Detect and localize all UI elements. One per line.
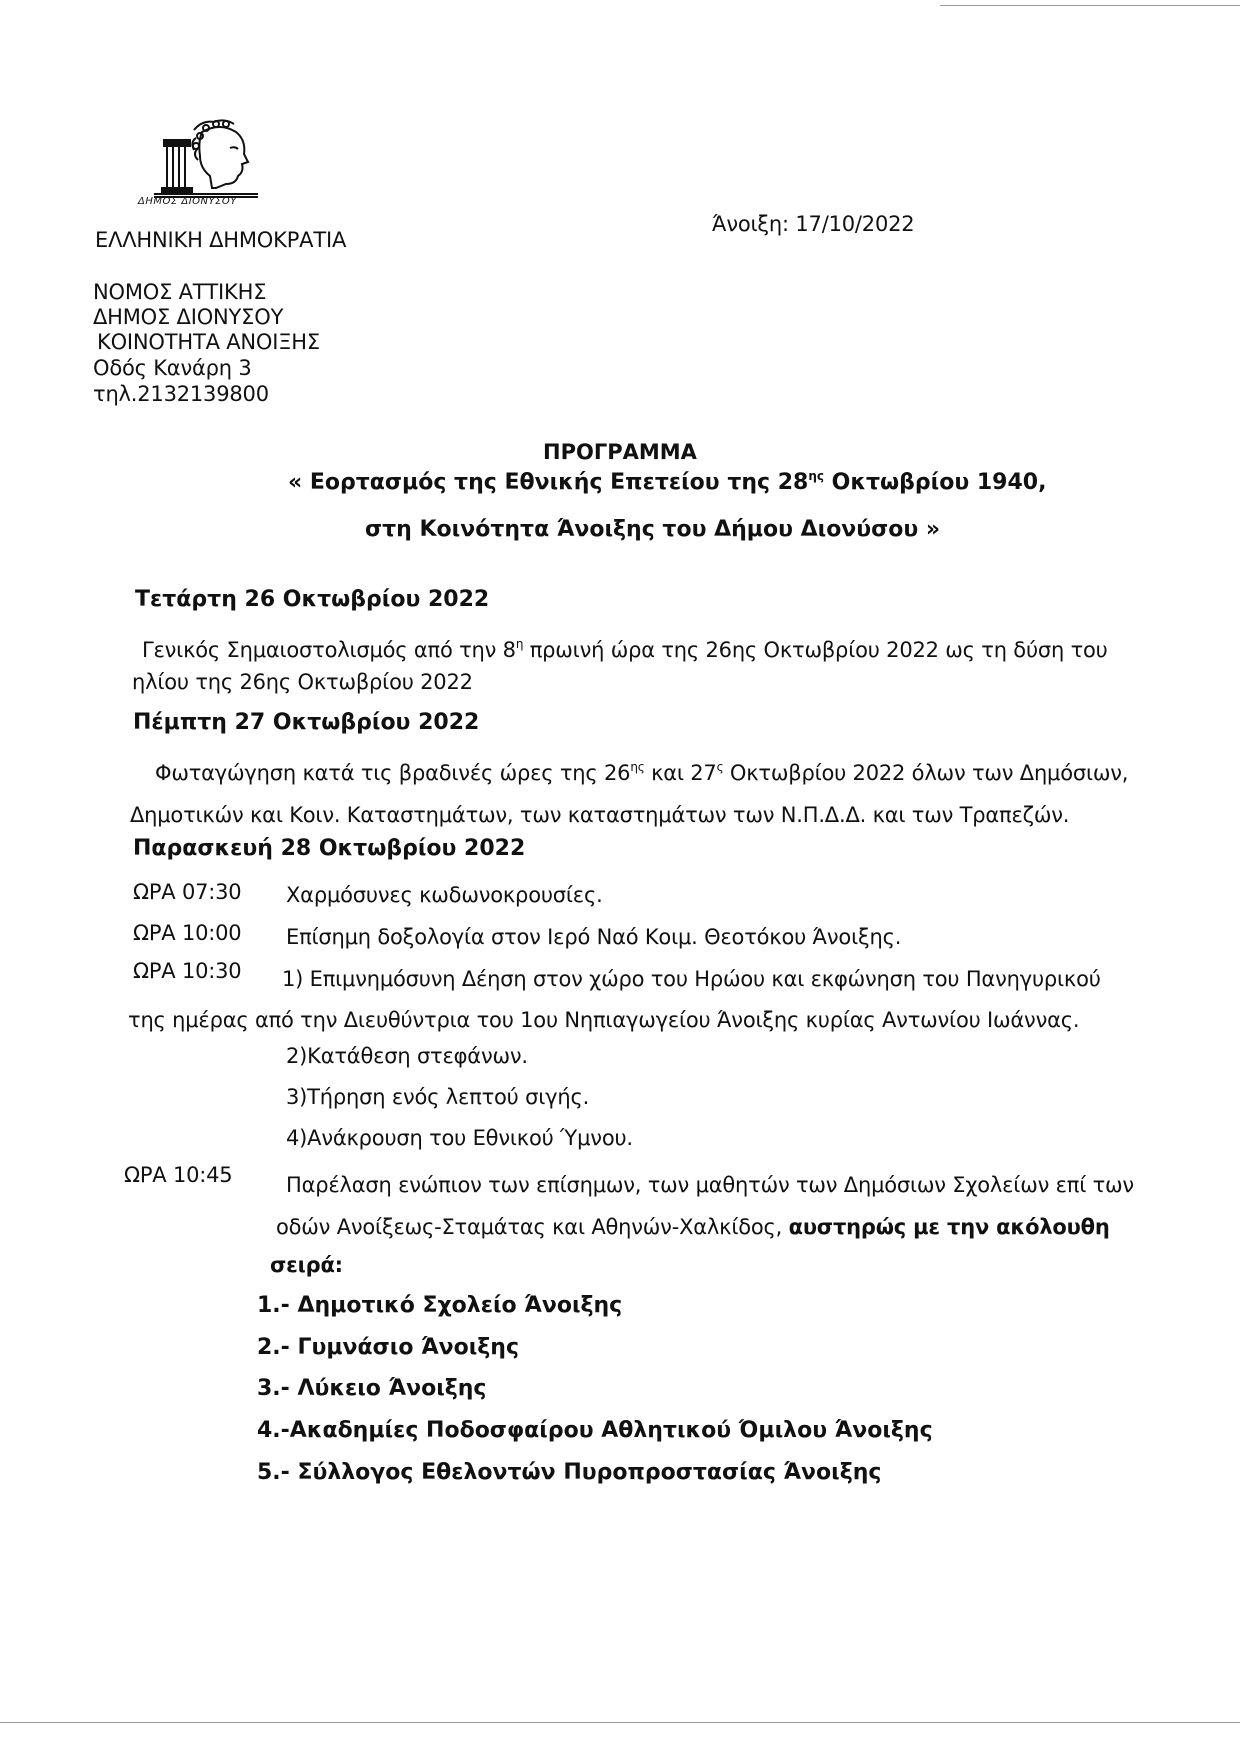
event-parade-line-1: Παρέλαση ενώπιον των επίσημων, των μαθητών των Δημόσιων Σχολείων επί των (286, 1173, 1134, 1197)
day2-line1-sup1: ης (630, 760, 645, 774)
program-heading: ΠΡΟΓΡΑΜΜΑ (543, 440, 697, 464)
program-title-line-2: στη Κοινότητα Άνοιξης του Δήμου Διονύσου » (365, 517, 941, 542)
municipality-logo (138, 118, 262, 210)
parade-order-item: 2.- Γυμνάσιο Άνοιξης (257, 1335, 520, 1360)
event-bells: Χαρμόσυνες κωδωνοκρουσίες. (286, 883, 603, 907)
scan-edge-bottom (0, 1722, 1240, 1723)
prefecture-name: ΝΟΜΟΣ ΑΤΤΙΚΗΣ (93, 280, 267, 304)
day2-paragraph-line-2: Δημοτικών και Κοιν. Καταστημάτων, των καταστημάτων των Ν.Π.Δ.Δ. και των Τραπεζών. (130, 803, 1070, 827)
parade-line-2-normal: οδών Ανοίξεως-Σταμάτας και Αθηνών-Χαλκίδος, (276, 1215, 789, 1239)
title-line-1-post: Οκτωβρίου 1940, (824, 470, 1047, 495)
time-1000: ΩΡΑ 10:00 (133, 921, 242, 945)
parade-line-2-bold: αυστηρώς με την ακόλουθη (788, 1215, 1110, 1239)
day1-paragraph-line-2: ηλίου της 26ης Οκτωβρίου 2022 (132, 670, 473, 694)
event-silence: 3)Τήρηση ενός λεπτού σιγής. (286, 1085, 590, 1109)
title-line-1-sup: ης (808, 469, 824, 483)
community-name: ΚΟΙΝΟΤΗΤΑ ΑΝΟΙΞΗΣ (97, 330, 320, 354)
event-wreaths: 2)Κατάθεση στεφάνων. (286, 1044, 528, 1068)
day1-paragraph-line-1 (142, 638, 1108, 662)
event-memorial-line-1: 1) Επιμνημόσυνη Δέηση στον χώρο του Ηρώου και εκφώνηση του Πανηγυρικού (282, 967, 1101, 991)
day2-line1-a: Φωταγώγηση κατά τις βραδινές ώρες της 26 (155, 761, 631, 785)
title-line-1-pre: « Εορτασμός της Εθνικής Επετείου της 28 (288, 470, 809, 495)
day2-heading: Πέμπτη 27 Οκτωβρίου 2022 (133, 710, 480, 735)
program-title-line-1 (288, 470, 1046, 495)
time-1030: ΩΡΑ 10:30 (133, 959, 242, 983)
parade-order-item: 5.- Σύλλογος Εθελοντών Πυροπροστασίας Άνοιξης (257, 1460, 882, 1485)
scan-edge-top (940, 5, 1240, 6)
day3-heading: Παρασκευή 28 Οκτωβρίου 2022 (133, 836, 526, 861)
logo-caption: ΔΗΜΟΣ ΔΙΟΝΥΣΟΥ (138, 196, 237, 207)
time-1045: ΩΡΑ 10:45 (124, 1163, 233, 1187)
day1-line1-pre: Γενικός Σημαιοστολισμός από την 8 (142, 638, 516, 662)
event-memorial-line-2: της ημέρας από την Διευθύντρια του 1ου Νηπιαγωγείου Άνοιξης κυρίας Αντωνίου Ιωάννας. (128, 1008, 1080, 1032)
day1-heading: Τετάρτη 26 Οκτωβρίου 2022 (135, 587, 490, 612)
day2-line1-b: και 27 (644, 761, 717, 785)
address: Οδός Κανάρη 3 (93, 356, 252, 380)
time-0730: ΩΡΑ 07:30 (133, 880, 242, 904)
parade-order-item: 4.-Ακαδημίες Ποδοσφαίρου Αθλητικού Όμιλου Άνοιξης (257, 1418, 933, 1443)
event-doxology: Επίσημη δοξολογία στον Ιερό Ναό Κοιμ. Θεοτόκου Άνοιξης. (286, 925, 902, 949)
parade-order-item: 3.- Λύκειο Άνοιξης (257, 1376, 487, 1401)
phone: τηλ.2132139800 (93, 382, 269, 406)
republic-title: ΕΛΛΗΝΙΚΗ ΔΗΜΟΚΡΑΤΙΑ (95, 228, 347, 252)
event-parade-line-2 (276, 1215, 1110, 1239)
event-anthem: 4)Ανάκρουση του Εθνικού Ύμνου. (286, 1126, 633, 1150)
day2-line1-c: Οκτωβρίου 2022 όλων των Δημόσιων, (723, 761, 1129, 785)
day1-line1-post: πρωινή ώρα της 26ης Οκτωβρίου 2022 ως τη δύση του (523, 638, 1108, 662)
day2-paragraph-line-1 (155, 761, 1128, 785)
event-parade-line-3: σειρά: (270, 1253, 343, 1277)
document-date: Άνοιξη: 17/10/2022 (712, 212, 915, 236)
municipality-name: ΔΗΜΟΣ ΔΙΟΝΥΣΟΥ (93, 305, 284, 329)
day1-line1-sup: η (515, 637, 524, 651)
parade-order-item: 1.- Δημοτικό Σχολείο Άνοιξης (257, 1293, 623, 1318)
day2-line1-sup2: ς (716, 760, 724, 774)
